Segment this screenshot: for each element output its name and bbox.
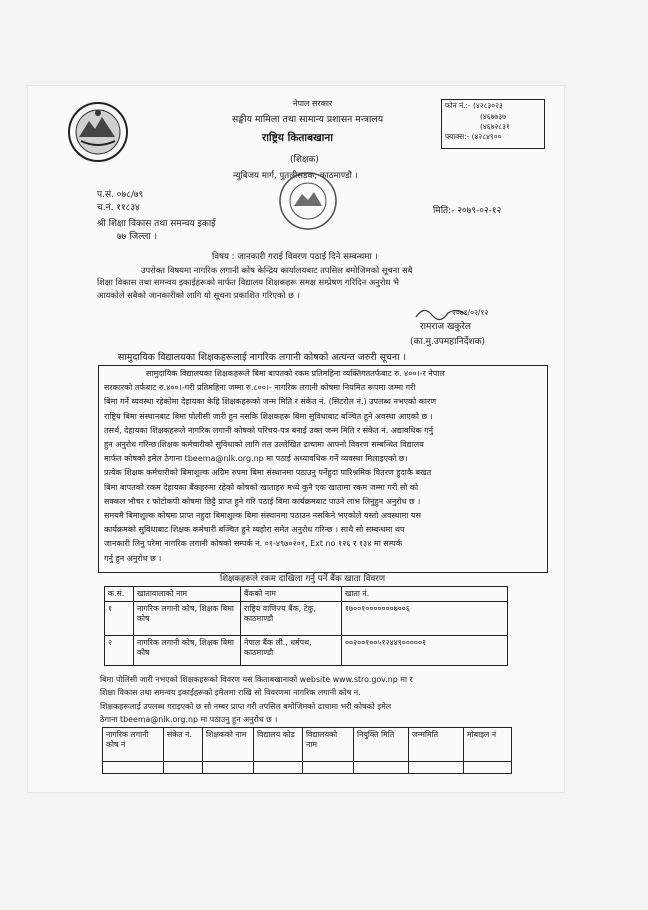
table-cell (409, 762, 464, 774)
table-row (103, 762, 512, 774)
column-header: क.सं. (105, 587, 134, 602)
recipient-line-1: श्री शिक्षा विकास तथा समन्वय इकाई (97, 219, 216, 229)
table-cell: ००२००१००५१२४४९०००००१ (342, 636, 508, 666)
column-header: विद्यालय कोड (254, 728, 303, 762)
table-cell (464, 762, 512, 774)
column-header: बैंकको नाम (241, 587, 342, 602)
table-header-row (105, 587, 508, 602)
ref-chn: च.नं. ११८३४ (97, 203, 140, 213)
table-cell (303, 762, 354, 774)
ministry-label: सङ्घीय मामिला तथा सामान्य प्रशासन मन्त्रालय (232, 114, 384, 125)
details-form-table (102, 727, 512, 774)
recipient-line-2: ७७ जिल्ला । (117, 232, 157, 242)
column-header: खातावालाको नाम (134, 587, 241, 602)
column-header: जन्ममिति (409, 728, 464, 762)
ref-ps: प.सं. ०७८/७९ (97, 190, 144, 200)
footer-line: शिक्षकहरूलाई उपलब्ध गराइएको छ सो नम्बर प्राप्त गरी तपसिल बमोजिमको ढाचामा भरी कोषको इमेल (100, 701, 392, 711)
notice-line: सरकारको तर्फबाट रु.४००।-गरी प्रतिमहिना जम्मा रु.८००।- नागरिक लगानी कोषमा नियमित रूपमा जम्मा गरी (104, 383, 416, 393)
notice-line: गर्नु हुन अनुरोध छ । (104, 553, 162, 563)
notice-line: समयमै बिमाशुल्क कोषमा प्राप्त नहुदा बिमाशुल्क बिमा संस्थानमा पठाउन नसकिने भएकोले यस्तो अवस्थामा यस (104, 511, 421, 521)
notice-body (104, 367, 542, 566)
body-line: आयकोले सबैको जानकारीको लागि यो सूचना प्रकाशित गरिएको छ । (97, 289, 300, 300)
signer-title: (का.मु.उपमहानिर्देशक) (410, 337, 486, 347)
table-cell: नेपाल बैंक ली., धर्मपथ, काठमाण्डौ (241, 636, 342, 666)
table-header-row (103, 728, 512, 762)
notice-line: बिमा बापतको रकम देहायका बैंकहरुमा रहेको कोषको खाताहरु मध्ये कुनै एक खातामा रकम जम्मा गरी सो को (104, 482, 419, 492)
fax: फ्याक्स:- (४२८४९०० (445, 132, 502, 141)
table-cell (203, 762, 254, 774)
body-line: उपरोक्त विषयमा नागरिक लगानी कोष केन्द्रिय कार्यालयबाट तपसिल बमोजिमको सूचना सबै (141, 265, 413, 275)
notice-line: जानकारी लिनु परेमा नागरिक लगानी कोषको सम्पर्क नं. ०१-४९७०२०१, Ext no १२६ र १३४ मा सम्पर्क (104, 539, 402, 549)
letter-body (97, 264, 547, 301)
notice-line: प्रत्येक शिक्षक कर्मचारीको बिमाशुल्क अग्रिम रुपमा बिमा संस्थानमा पठाउनु पर्नेहुदा पारिश्रमिक वितरण हुदाकै बखत (104, 468, 432, 478)
phone-3: (४६७२८३१ (480, 122, 510, 131)
table-row (105, 602, 508, 636)
footer-line: शिक्षा विकास तथा समन्वय इकाईहरूको इमेलमा राखि सो विवरणमा नागरिक लगानी कोष नं. (100, 688, 361, 698)
column-header: नियुक्ति मिति (354, 728, 409, 762)
bank-table-title: शिक्षकहरूले रकम दाखिला गर्नु पर्ने बैंक खाता विवरण (220, 574, 386, 584)
column-header: मोबाइल नं (464, 728, 512, 762)
footer-line: ठेगाना tbeema@nlk.org.np मा पठाउनु हुन अनुरोध छ । (100, 715, 278, 725)
column-header: संकेत नं. (164, 728, 203, 762)
notice-line: तसर्थ, देहायका शिक्षकहरूले नागरिक लगानी कोषको परिचय-पत्र बनाई उक्त जन्म मिति र संकेत नं. अद्यावधिक गर्नु (104, 425, 434, 435)
notice-title: सामुदायिक विद्यालयका शिक्षकहरूलाई नागरिक लगानी कोषको अत्यन्त जरुरी सूचना । (118, 352, 407, 363)
table-cell (103, 762, 164, 774)
notice-line: बिमा गर्ने व्यवस्था रहेकोमा देहायका केहि शिक्षकहरूको जन्म मिति र संकेत नं. (सिटरोल नं.) उपलब्ध नभएको कारण (104, 397, 437, 407)
letter-subject: विषय : जानकारी गराई विवरण पठाई दिने सम्बन्धमा । (212, 252, 378, 262)
body-line: शिक्षा विकास तथा समन्वय इकाईहरूको मार्फत विद्यालय शिक्षकहरू समक्ष सम्प्रेषण गरिदिन अनुरोध भै (97, 277, 399, 288)
footer-paragraph (100, 673, 540, 727)
office-subtitle: (शिक्षक) (290, 155, 319, 165)
notice-line: हुन अनुरोध गरिन्छ।शिक्षक कर्मचारीको सुविधाको लागि तल उल्लेखित ढाचामा आफ्नो विवरण सम्बन्धित विद्यालय (104, 440, 424, 450)
footer-line: बिमा पोलिसी जारी नभएको शिक्षकहरूको विवरण यस किताबखानाको website www.stro.gov.np मा र (100, 675, 413, 684)
notice-line: कार्यक्रमको सुविधाबाट शिक्षक कर्मचारी बञ्चित हुने व्यहोरा समेत अनुरोध गरिन्छ । साथै सो सम्बन्धमा थप (104, 525, 405, 535)
column-header: विद्यालयको नाम (303, 728, 354, 762)
table-cell: २ (105, 636, 134, 666)
letter-date: मिति:- २०७९-०२-१२ (433, 206, 502, 216)
column-header: शिक्षकको नाम (203, 728, 254, 762)
phone-1: फोन नं.:- (४२८३०२३ (445, 101, 503, 110)
office-stamp-icon (276, 170, 340, 232)
office-title: राष्ट्रिय किताबखाना (262, 132, 333, 144)
govt-label: नेपाल सरकार (293, 99, 333, 108)
nepal-emblem-icon (67, 101, 129, 163)
table-cell: १७००१०००००००७००६ (342, 602, 508, 636)
column-header: नागरिक लगानी कोष नं (103, 728, 164, 762)
table-cell: राष्ट्रिय वाणिज्य बैंक, टेकु, काठमाण्डौ (241, 602, 342, 636)
contact-box (441, 99, 545, 149)
table-row (105, 636, 508, 666)
signer-name: रामराज खकुरेल (420, 322, 472, 332)
notice-line: राष्ट्रिय बिमा संस्थानबाट बिमा पोलीसी जारी हुन नसकि शिक्षकहरू बिमा सुविधाबाट बञ्चित हुने अवस्था आएको छ । (104, 411, 433, 421)
table-cell: नागरिक लगानी कोष, शिक्षक बिमा कोष (134, 602, 241, 636)
table-cell (254, 762, 303, 774)
notice-line: सक्कल भौचर र फोटोकपी कोषमा छिट्टै प्राप्त हुने गरि पठाई बिमा कार्यक्रमबाट पाउने लाभ लिनुहुन अनुरोध छ । (104, 496, 421, 506)
office-address: न्युबिजय मार्ग, पुतलीसडक, काठमाण्डौ । (233, 171, 358, 181)
table-cell: नागरिक लगानी कोष, शिक्षक बिमा कोष (134, 636, 241, 666)
table-cell (164, 762, 203, 774)
notice-line: मार्फत कोषको इमेल ठेगाना tbeema@nlk.org.np मा पठाई अध्यावधिक गर्ने व्यवस्था मिलाइएको छ। (104, 454, 408, 464)
phone-2: (४६७७३७ (480, 112, 506, 121)
column-header: खाता नं. (342, 587, 508, 602)
bank-table (104, 586, 508, 666)
signature-date: २०७९/०२/१२ (452, 308, 489, 317)
table-cell (354, 762, 409, 774)
table-cell: १ (105, 602, 134, 636)
notice-line: सामुदायिक विद्यालयका शिक्षकहरूले बिमा बापतको रकम प्रतिमहिना व्यक्तिगततर्फबाट रु. ४००।-र नेपाल (146, 369, 445, 378)
